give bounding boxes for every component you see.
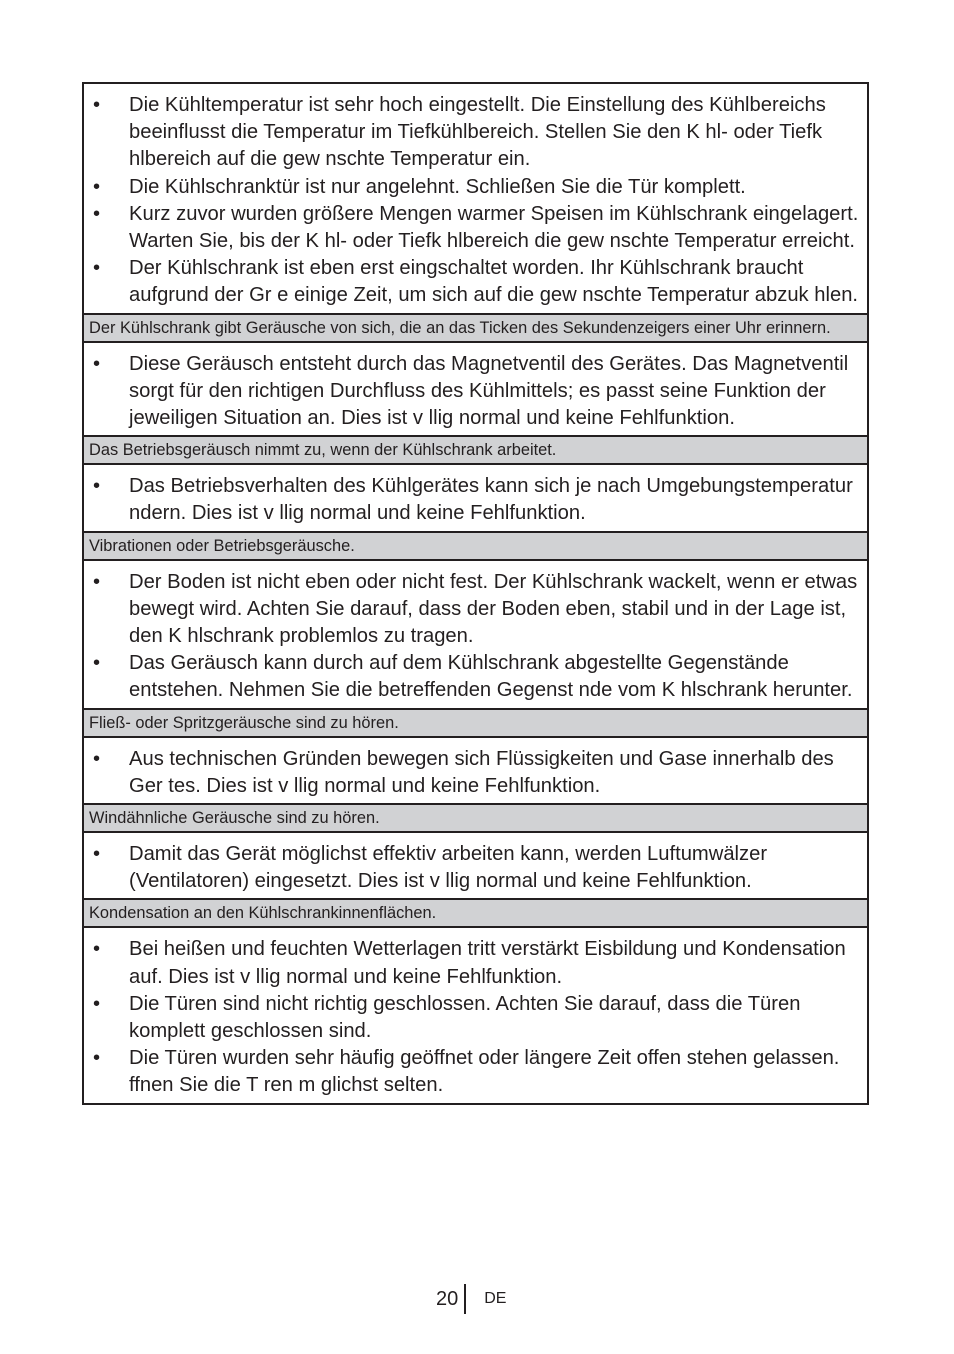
- solution-list: [88, 569, 863, 705]
- list-item-text: Das Betriebsverhalten des Kühlgerätes kann sich je nach Umgebungstemperatur ndern. Dies ist v llig normal und keine Fehlfunktion.: [129, 475, 853, 525]
- list-item: [88, 255, 863, 309]
- list-item-text: Die Türen sind nicht richtig geschlossen. Achten Sie darauf, dass die Türen komplett geschlossen sind.: [129, 992, 801, 1043]
- solution-list: [88, 936, 863, 1099]
- bullet-icon: •: [93, 992, 101, 1015]
- solution-list: [88, 473, 863, 527]
- list-item: [88, 1045, 863, 1099]
- list-item: [88, 650, 863, 704]
- solution-list-block: [84, 463, 867, 530]
- problem-heading: Windähnliche Geräusche sind zu hören.: [84, 803, 867, 831]
- solution-list-block: [84, 736, 867, 803]
- bullet-icon: •: [93, 747, 101, 770]
- solution-list-block: [84, 559, 867, 708]
- list-item: [88, 473, 863, 527]
- page-number: 20: [436, 1287, 459, 1310]
- list-item: [88, 92, 863, 174]
- solution-list-block: [84, 341, 867, 436]
- list-item-text: Die Kühltemperatur ist sehr hoch eingestellt. Die Einstellung des Kühlbereichs beeinflusst die Temperatur im Tiefkühlbereich. Stellen Sie den K hl- oder Tiefk hlbereich auf die gew nschte Temperatur ein.: [129, 94, 826, 171]
- solution-list: [88, 351, 863, 433]
- problem-heading: Das Betriebsgeräusch nimmt zu, wenn der Kühlschrank arbeitet.: [84, 435, 867, 463]
- list-item: [88, 936, 863, 990]
- list-item: [88, 746, 863, 800]
- solution-list-block: [84, 831, 867, 898]
- bullet-icon: •: [93, 938, 101, 961]
- list-item-text: Der Boden ist nicht eben oder nicht fest. Der Kühlschrank wackelt, wenn er etwas bewegt wird. Achten Sie darauf, dass der Boden eben, stabil und in der Lage ist, den K hlschrank problemlos zu tragen.: [129, 570, 858, 648]
- language-code: DE: [484, 1290, 507, 1307]
- list-item-text: Aus technischen Gründen bewegen sich Flüssigkeiten und Gase innerhalb des Ger tes. Dies ist v llig normal und keine Fehlfunktion.: [129, 747, 834, 797]
- bullet-icon: •: [93, 352, 101, 375]
- solution-list-block: [84, 84, 867, 313]
- list-item: [88, 841, 863, 895]
- list-item-text: Damit das Gerät möglichst effektiv arbeiten kann, werden Luftumwälzer (Ventilatoren) eingesetzt. Dies ist v llig normal und keine Fehlfunktion.: [129, 843, 768, 893]
- bullet-icon: •: [93, 1047, 101, 1070]
- list-item-text: Bei heißen und feuchten Wetterlagen tritt verstärkt Eisbildung und Kondensation auf. Dies ist v llig normal und keine Fehlfunktion.: [129, 938, 846, 988]
- list-item-text: Diese Geräusch entsteht durch das Magnetventil des Gerätes. Das Magnetventil sorgt für den richtigen Durchfluss des Kühlmittels; es passt seine Funktion der jeweiligen Situation an. Dies ist v llig normal und keine Fehlfunktion.: [129, 352, 849, 430]
- bullet-icon: •: [93, 94, 101, 116]
- page-footer: [436, 1284, 506, 1314]
- problem-heading: Der Kühlschrank gibt Geräusche von sich, die an das Ticken des Sekundenzeigers einer Uhr erinnern.: [84, 313, 867, 341]
- bullet-icon: •: [93, 175, 101, 198]
- list-item-text: Die Kühlschranktür ist nur angelehnt. Schließen Sie die Tür komplett.: [129, 175, 746, 198]
- list-item-text: Die Türen wurden sehr häufig geöffnet oder längere Zeit offen stehen gelassen. ffnen Sie die T ren m glichst selten.: [129, 1047, 840, 1097]
- list-item-text: Der Kühlschrank ist eben erst eingschaltet worden. Ihr Kühlschrank braucht aufgrund der Gr e einige Zeit, um sich auf die gew nschte Temperatur abzuk hlen.: [129, 257, 859, 307]
- problem-heading: Vibrationen oder Betriebsgeräusche.: [84, 531, 867, 559]
- bullet-icon: •: [93, 570, 101, 593]
- list-item: [88, 351, 863, 433]
- list-item-text: Kurz zuvor wurden größere Mengen warmer Speisen im Kühlschrank eingelagert. Warten Sie, bis der K hl- oder Tiefk hlbereich die gew nschte Temperatur erreicht.: [129, 202, 859, 253]
- list-item: [88, 991, 863, 1045]
- solution-list-block: [84, 926, 867, 1102]
- problem-heading: Fließ- oder Spritzgeräusche sind zu hören.: [84, 708, 867, 736]
- bullet-icon: •: [93, 475, 101, 498]
- bullet-icon: •: [93, 202, 101, 225]
- list-item: [88, 201, 863, 255]
- problem-heading: Kondensation an den Kühlschrankinnenflächen.: [84, 898, 867, 926]
- solution-list: [88, 746, 863, 800]
- bullet-icon: •: [93, 257, 101, 280]
- solution-list: [88, 92, 863, 310]
- list-item: [88, 569, 863, 651]
- bullet-icon: •: [93, 843, 101, 866]
- solution-list: [88, 841, 863, 895]
- list-item-text: Das Geräusch kann durch auf dem Kühlschrank abgestellte Gegenstände entstehen. Nehmen Sie die betreffenden Gegenst nde vom K hlschrank herunter.: [129, 652, 853, 702]
- troubleshooting-table: [82, 82, 869, 1105]
- bullet-icon: •: [93, 652, 101, 675]
- list-item: [88, 174, 863, 201]
